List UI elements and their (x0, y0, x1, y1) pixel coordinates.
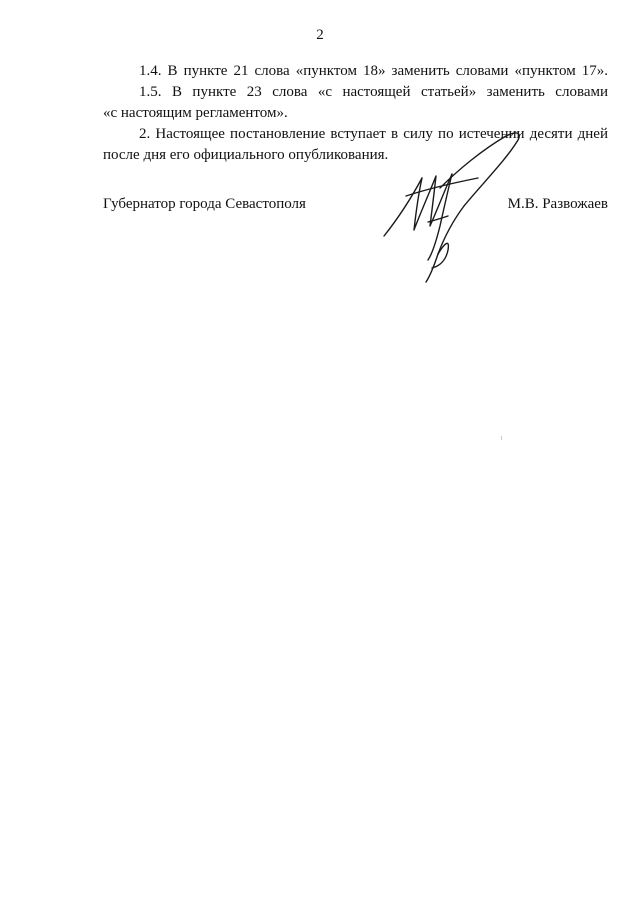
paragraph-1-5-line-1 (103, 82, 608, 103)
paragraph-2-text-line-1: 2. Настоящее постановление вступает в силу по истечении десяти дней (139, 126, 608, 142)
handwritten-signature (378, 126, 528, 286)
paragraph-1-5-text-line-1: 1.5. В пункте 23 слова «с настоящей статьей» заменить словами (139, 84, 608, 100)
scan-speck (501, 436, 502, 440)
signatory-position: Губернатор города Севастополя (103, 196, 306, 212)
paragraph-2-text-line-2: после дня его официального опубликования. (103, 147, 389, 163)
paragraph-2-line-2 (103, 145, 608, 166)
paragraph-1-4 (103, 61, 608, 82)
paragraph-1-4-text: 1.4. В пункте 21 слова «пунктом 18» заменить словами «пунктом 17». (139, 63, 608, 79)
document-body (103, 61, 608, 166)
paragraph-1-5-line-2 (103, 103, 608, 124)
page-number: 2 (316, 27, 324, 43)
signatory-name: М.В. Развожаев (507, 196, 608, 212)
paragraph-2-line-1 (103, 124, 608, 145)
paragraph-1-5-text-line-2: «с настоящим регламентом». (103, 105, 288, 121)
